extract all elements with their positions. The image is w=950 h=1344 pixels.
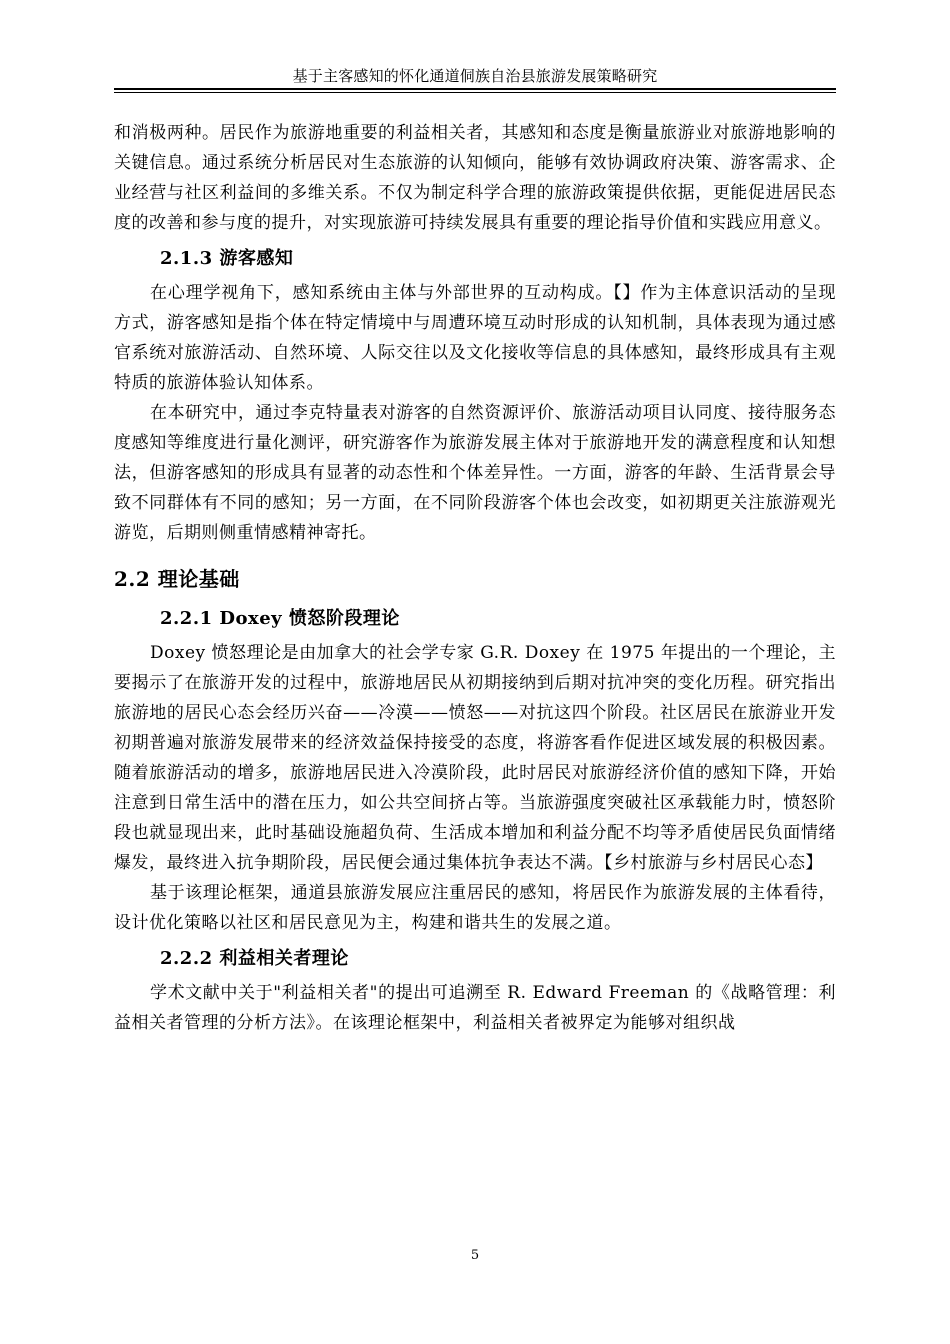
- heading-2-2-1: 2.2.1 Doxey 愤怒阶段理论: [160, 608, 400, 629]
- heading-2-2-2: 2.2.2 利益相关者理论: [160, 948, 349, 969]
- paragraph-tourist-perception-2: 在本研究中，通过李克特量表对游客的自然资源评价、旅游活动项目认同度、接待服务态度感知等维度进行量化测评，研究游客作为旅游发展主体对于旅游地开发的满意程度和认知想法，但游客感知的形成具有显著的动态性和个体差异性。一方面，游客的年龄、生活背景会导致不同群体有不同的感知；另一方面，在不同阶段游客个体也会改变，如初期更关注旅游观光游览，后期则侧重情感精神寄托。: [114, 403, 836, 543]
- header-rule-thin: [114, 92, 836, 93]
- heading-2-1-3: 2.1.3 游客感知: [160, 248, 294, 269]
- page-number: 5: [470, 1248, 480, 1263]
- running-header-title: 基于主客感知的怀化通道侗族自治县旅游发展策略研究: [292, 67, 658, 85]
- paragraph-tourist-perception-1: 在心理学视角下，感知系统由主体与外部世界的互动构成。【】作为主体意识活动的呈现方式，游客感知是指个体在特定情境中与周遭环境互动时形成的认知机制，具体表现为通过感官系统对旅游活动、自然环境、人际交往以及文化接收等信息的具体感知，最终形成具有主观特质的旅游体验认知体系。: [114, 283, 836, 393]
- paragraph-stakeholder-1: 学术文献中关于"利益相关者"的提出可追溯至 R. Edward Freeman 的《战略管理：利益相关者管理的分析方法》。在该理论框架中，利益相关者被界定为能够对组织战: [114, 983, 836, 1033]
- paragraph-doxey-2: 基于该理论框架，通道县旅游发展应注重居民的感知，将居民作为旅游发展的主体看待，设计优化策略以社区和居民意见为主，构建和谐共生的发展之道。: [114, 883, 836, 933]
- paragraph-intro: 和消极两种。居民作为旅游地重要的利益相关者，其感知和态度是衡量旅游业对旅游地影响的关键信息。通过系统分析居民对生态旅游的认知倾向，能够有效协调政府决策、游客需求、企业经营与社区利益间的多维关系。不仅为制定科学合理的旅游政策提供依据，更能促进居民态度的改善和参与度的提升，对实现旅游可持续发展具有重要的理论指导价值和实践应用意义。: [114, 123, 836, 233]
- header-rule: [114, 88, 836, 90]
- paragraph-doxey-1: Doxey 愤怒理论是由加拿大的社会学专家 G.R. Doxey 在 1975 年提出的一个理论，主要揭示了在旅游开发的过程中，旅游地居民从初期接纳到后期对抗冲突的变化历程。研究指出旅游地的居民心态会经历兴奋——冷漠——愤怒——对抗这四个阶段。社区居民在旅游业开发初期普遍对旅游发展带来的经济效益保持接受的态度，将游客看作促进区域发展的积极因素。随着旅游活动的增多，旅游地居民进入冷漠阶段，此时居民对旅游经济价值的感知下降，开始注意到日常生活中的潜在压力，如公共空间挤占等。当旅游强度突破社区承载能力时，愤怒阶段也就显现出来，此时基础设施超负荷、生活成本增加和利益分配不均等矛盾使居民负面情绪爆发，最终进入抗争期阶段，居民便会通过集体抗争表达不满。【乡村旅游与乡村居民心态】: [114, 643, 836, 873]
- heading-2-2: 2.2 理论基础: [114, 567, 240, 591]
- page-body: [114, 118, 836, 1038]
